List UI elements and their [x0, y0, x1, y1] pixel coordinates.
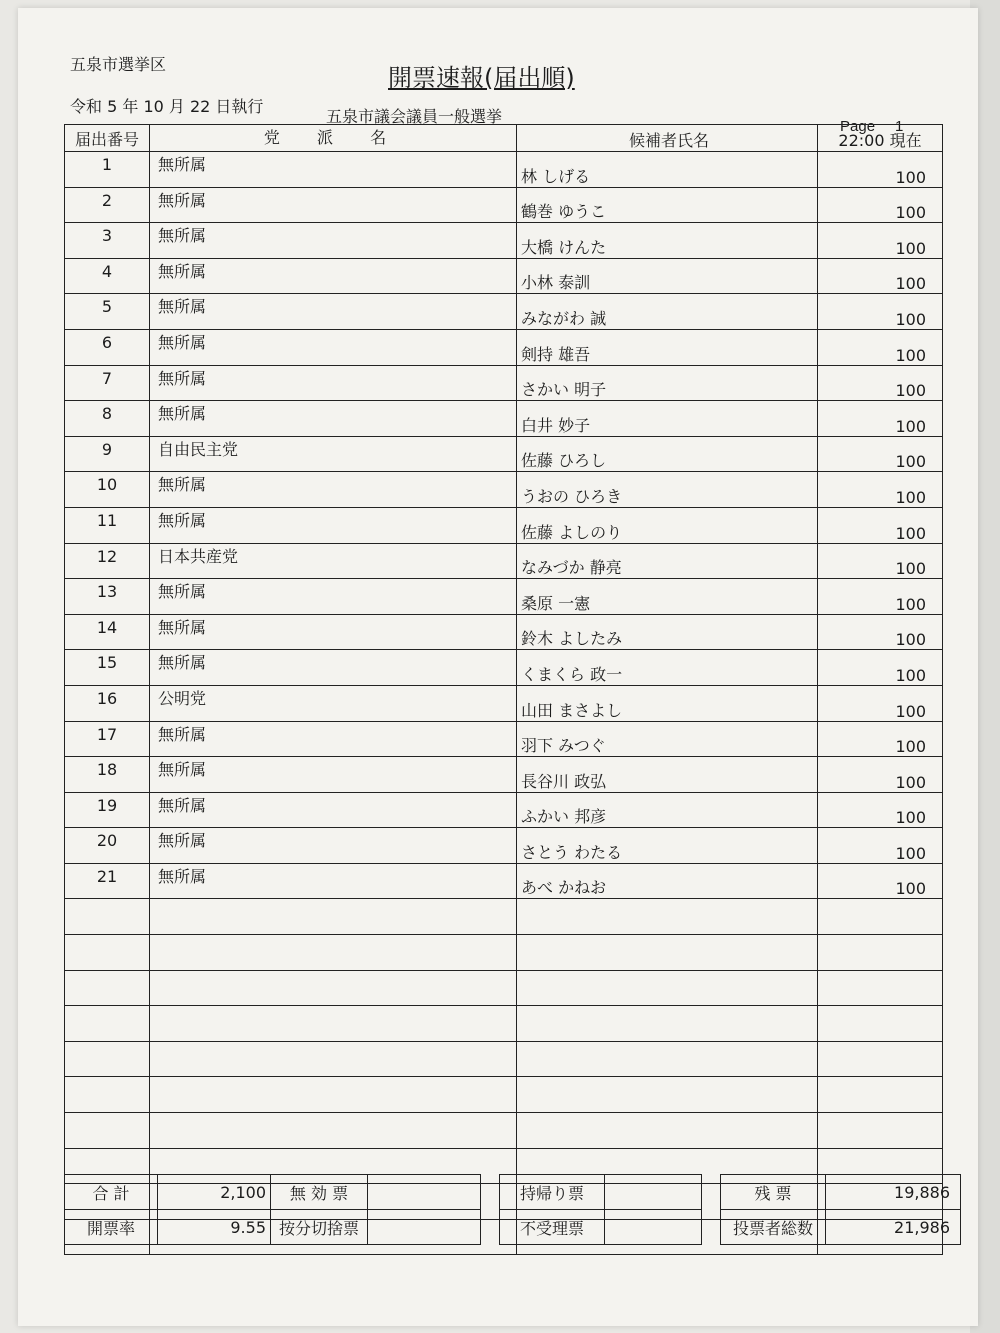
row-number: 15	[65, 650, 150, 686]
vote-count: 100	[818, 223, 943, 259]
blank-row	[65, 1041, 943, 1077]
table-row	[65, 365, 943, 401]
party-name: 無所属	[150, 294, 517, 330]
table-row	[65, 650, 943, 686]
unaccepted-value	[605, 1210, 702, 1245]
remaining-label: 残 票	[721, 1175, 826, 1210]
party-name: 無所属	[150, 187, 517, 223]
district-label: 五泉市選挙区	[70, 55, 167, 74]
party-name: 無所属	[150, 507, 517, 543]
party-name: 無所属	[150, 863, 517, 899]
vote-count: 100	[818, 436, 943, 472]
candidate-name: 佐藤 よしのり	[517, 507, 818, 543]
voters-label: 投票者総数	[721, 1210, 826, 1245]
candidate-name: 佐藤 ひろし	[517, 436, 818, 472]
party-name: 無所属	[150, 472, 517, 508]
candidate-name	[517, 1006, 818, 1042]
vote-count	[818, 899, 943, 935]
candidate-name: さとう わたる	[517, 828, 818, 864]
party-name: 無所属	[150, 757, 517, 793]
candidate-name: あべ かねお	[517, 863, 818, 899]
rate-value: 9.55	[158, 1210, 271, 1245]
row-number: 16	[65, 685, 150, 721]
vote-count: 100	[818, 721, 943, 757]
row-number: 20	[65, 828, 150, 864]
results-table	[64, 124, 943, 1255]
candidate-name: 羽下 みつぐ	[517, 721, 818, 757]
vote-count: 100	[818, 614, 943, 650]
vote-count: 100	[818, 294, 943, 330]
table-row	[65, 543, 943, 579]
vote-count: 100	[818, 187, 943, 223]
row-number	[65, 1077, 150, 1113]
summary-gap	[481, 1210, 500, 1245]
candidate-name: 山田 まさよし	[517, 685, 818, 721]
candidate-name: なみづか 静亮	[517, 543, 818, 579]
row-number: 18	[65, 757, 150, 793]
party-name	[150, 1113, 517, 1149]
total-label: 合 計	[65, 1175, 158, 1210]
party-name	[150, 899, 517, 935]
table-row	[65, 329, 943, 365]
table-row	[65, 187, 943, 223]
candidate-name: ふかい 邦彦	[517, 792, 818, 828]
blank-row	[65, 1006, 943, 1042]
candidate-name	[517, 935, 818, 971]
vote-count: 100	[818, 543, 943, 579]
party-name: 無所属	[150, 401, 517, 437]
summary-gap	[481, 1175, 500, 1210]
vote-count: 100	[818, 757, 943, 793]
table-row	[65, 614, 943, 650]
page-number: 1	[895, 118, 904, 135]
table-row	[65, 792, 943, 828]
blank-row	[65, 1113, 943, 1149]
table-row	[65, 152, 943, 188]
vote-count: 100	[818, 685, 943, 721]
row-number	[65, 1113, 150, 1149]
results-body	[65, 152, 943, 1255]
party-name: 日本共産党	[150, 543, 517, 579]
party-name: 無所属	[150, 650, 517, 686]
table-header-row	[65, 125, 943, 152]
candidate-name: 林 しげる	[517, 152, 818, 188]
blank-row	[65, 970, 943, 1006]
invalid-label: 無 効 票	[271, 1175, 368, 1210]
party-name: 無所属	[150, 152, 517, 188]
vote-count: 100	[818, 792, 943, 828]
vote-count: 100	[818, 650, 943, 686]
apportion-label: 按分切捨票	[271, 1210, 368, 1245]
column-header-name: 候補者氏名	[517, 125, 818, 152]
party-name: 無所属	[150, 614, 517, 650]
party-name	[150, 1006, 517, 1042]
summary-gap	[702, 1175, 721, 1210]
apportion-value	[368, 1210, 481, 1245]
summary-row-2	[65, 1210, 961, 1245]
vote-count	[818, 1077, 943, 1113]
party-name	[150, 1077, 517, 1113]
vote-count: 100	[818, 507, 943, 543]
table-row	[65, 294, 943, 330]
party-name: 無所属	[150, 579, 517, 615]
row-number: 12	[65, 543, 150, 579]
candidate-name: 鈴木 よしたみ	[517, 614, 818, 650]
rate-label: 開票率	[65, 1210, 158, 1245]
page-title: 開票速報(届出順)	[388, 64, 575, 92]
row-number: 14	[65, 614, 150, 650]
table-row	[65, 507, 943, 543]
candidate-name	[517, 1077, 818, 1113]
vote-count: 100	[818, 579, 943, 615]
vote-count: 100	[818, 152, 943, 188]
row-number: 11	[65, 507, 150, 543]
blank-row	[65, 935, 943, 971]
party-name: 無所属	[150, 365, 517, 401]
remaining-value: 19,886	[826, 1175, 961, 1210]
vote-count: 100	[818, 863, 943, 899]
takeaway-value	[605, 1175, 702, 1210]
row-number: 21	[65, 863, 150, 899]
candidate-name: 桑原 一憲	[517, 579, 818, 615]
row-number: 9	[65, 436, 150, 472]
vote-count: 100	[818, 828, 943, 864]
table-row	[65, 721, 943, 757]
party-name	[150, 1041, 517, 1077]
party-name: 無所属	[150, 828, 517, 864]
candidate-name: みながわ 誠	[517, 294, 818, 330]
vote-count: 100	[818, 401, 943, 437]
summary-table	[64, 1174, 961, 1245]
table-row	[65, 579, 943, 615]
party-name: 無所属	[150, 258, 517, 294]
row-number	[65, 899, 150, 935]
candidate-name: 剣持 雄吾	[517, 329, 818, 365]
party-name: 無所属	[150, 792, 517, 828]
vote-count	[818, 970, 943, 1006]
vote-count	[818, 935, 943, 971]
table-row	[65, 828, 943, 864]
row-number: 8	[65, 401, 150, 437]
candidate-name: 鶴巻 ゆうこ	[517, 187, 818, 223]
party-name: 無所属	[150, 721, 517, 757]
candidate-name: くまくら 政一	[517, 650, 818, 686]
summary-gap	[702, 1210, 721, 1245]
row-number	[65, 1041, 150, 1077]
row-number: 2	[65, 187, 150, 223]
row-number: 17	[65, 721, 150, 757]
vote-count: 100	[818, 258, 943, 294]
row-number: 4	[65, 258, 150, 294]
party-name: 公明党	[150, 685, 517, 721]
unaccepted-label: 不受理票	[500, 1210, 605, 1245]
candidate-name: 白井 妙子	[517, 401, 818, 437]
vote-count: 100	[818, 365, 943, 401]
table-row	[65, 258, 943, 294]
table-row	[65, 472, 943, 508]
election-name: 五泉市議会議員一般選挙	[326, 107, 503, 126]
row-number	[65, 935, 150, 971]
total-value: 2,100	[158, 1175, 271, 1210]
table-row	[65, 401, 943, 437]
vote-count	[818, 1006, 943, 1042]
candidate-name: 小林 泰訓	[517, 258, 818, 294]
page-label: Page	[840, 118, 876, 135]
candidate-name: うおの ひろき	[517, 472, 818, 508]
party-name	[150, 970, 517, 1006]
candidate-name	[517, 1113, 818, 1149]
table-row	[65, 685, 943, 721]
vote-count	[818, 1113, 943, 1149]
voters-value: 21,986	[826, 1210, 961, 1245]
candidate-name: 大橋 けんた	[517, 223, 818, 259]
row-number	[65, 1006, 150, 1042]
takeaway-label: 持帰り票	[500, 1175, 605, 1210]
vote-count: 100	[818, 472, 943, 508]
table-row	[65, 223, 943, 259]
candidate-name	[517, 899, 818, 935]
candidate-name: さかい 明子	[517, 365, 818, 401]
column-header-no: 届出番号	[65, 125, 150, 152]
party-name	[150, 935, 517, 971]
table-row	[65, 863, 943, 899]
row-number: 5	[65, 294, 150, 330]
row-number	[65, 970, 150, 1006]
row-number: 1	[65, 152, 150, 188]
blank-row	[65, 1077, 943, 1113]
table-row	[65, 436, 943, 472]
column-header-votes: 22:00 現在	[818, 125, 943, 152]
candidate-name	[517, 970, 818, 1006]
table-row	[65, 757, 943, 793]
row-number: 6	[65, 329, 150, 365]
party-name: 自由民主党	[150, 436, 517, 472]
column-header-party: 党 派 名	[150, 125, 517, 152]
row-number: 10	[65, 472, 150, 508]
row-number: 13	[65, 579, 150, 615]
party-name: 無所属	[150, 223, 517, 259]
blank-row	[65, 899, 943, 935]
row-number: 3	[65, 223, 150, 259]
vote-count	[818, 1041, 943, 1077]
candidate-name	[517, 1041, 818, 1077]
candidate-name: 長谷川 政弘	[517, 757, 818, 793]
row-number: 7	[65, 365, 150, 401]
vote-count: 100	[818, 329, 943, 365]
election-date: 令和 5 年 10 月 22 日執行	[70, 97, 264, 116]
row-number: 19	[65, 792, 150, 828]
invalid-value	[368, 1175, 481, 1210]
summary-row-1	[65, 1175, 961, 1210]
party-name: 無所属	[150, 329, 517, 365]
